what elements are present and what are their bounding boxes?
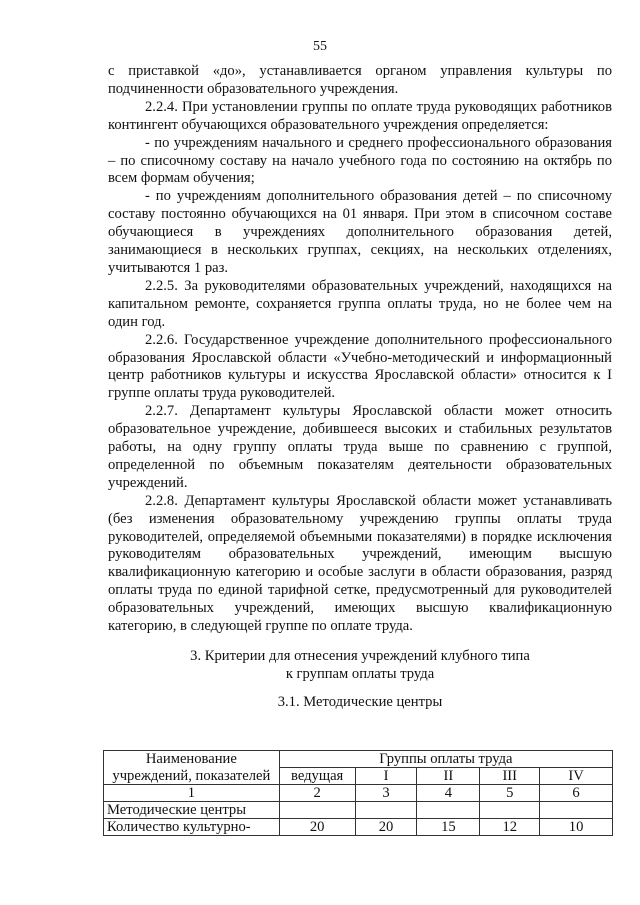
numbering-cell: 5 <box>480 785 540 802</box>
row-value: 20 <box>355 819 417 836</box>
row-value: 10 <box>540 819 613 836</box>
paragraph: 2.2.8. Департамент культуры Ярославской области может устанавливать (без изменения образовательному учреждению группы оплаты труда руководителей, определяемой объемными показателями) в порядке исключения руководителям образовательных учреждений, имеющим высшую квалификационную категорию и особые заслуги в области образования, разряд оплаты труда по единой тарифной сетке, предусмотренный для руководителей образовательных учреждений, имеющих высшую квалификационную категорию, в следующей группе по оплате труда. <box>108 492 612 635</box>
table-numbering-row <box>104 785 613 802</box>
header-cell-group: ведущая <box>279 768 355 785</box>
paragraph: 2.2.5. За руководителями образовательных учреждений, находящихся на капитальном ремонте, сохраняется группа оплаты труда, но не более чем на один год. <box>108 277 612 330</box>
row-value: 15 <box>417 819 480 836</box>
paragraph: - по учреждениям дополнительного образования детей – по списочному составу постоянно обучающихся на 01 января. При этом в списочном составе обучающиеся в учреждениях дополнительного образования детей, занимающиеся в нескольких группах, секциях, на нескольких отделениях, учитываются 1 раз. <box>108 188 612 276</box>
header-cell-group: III <box>480 768 540 785</box>
numbering-cell: 1 <box>104 785 280 802</box>
section-heading-line1: 3. Критерии для отнесения учреждений клубного типа <box>190 648 530 664</box>
numbering-cell: 4 <box>417 785 480 802</box>
row-value <box>279 802 355 819</box>
numbering-cell: 3 <box>355 785 417 802</box>
table-header-row <box>104 751 613 768</box>
row-label: Методические центры <box>104 802 280 819</box>
criteria-table <box>103 750 613 836</box>
section-subheading: 3.1. Методические центры <box>277 693 443 710</box>
numbering-cell: 2 <box>279 785 355 802</box>
numbering-cell: 6 <box>540 785 613 802</box>
paragraph: 2.2.7. Департамент культуры Ярославской области может относить образовательное учреждение, добившееся высоких и стабильных результатов работы, на одну группу оплаты труда выше по сравнению с группой, определенной по объемным показателям деятельности образовательных учреждений. <box>108 403 612 491</box>
header-cell-name-line1: Наименование <box>104 751 280 768</box>
row-label: Количество культурно- <box>104 819 280 836</box>
section-heading-line2: к группам оплаты труда <box>285 665 435 682</box>
row-value: 20 <box>279 819 355 836</box>
table-row <box>104 802 613 819</box>
paragraph: - по учреждениям начального и среднего профессионального образования – по списочному составу на начало учебного года по состоянию на октябрь по всем формам обучения; <box>108 134 612 187</box>
paragraph: 2.2.4. При установлении группы по оплате труда руководящих работников контингент обучающихся образовательного учреждения определяется: <box>108 98 612 133</box>
header-cell-group: IV <box>540 768 613 785</box>
header-cell-group: I <box>355 768 417 785</box>
body-text <box>108 63 612 712</box>
header-cell-groups: Группы оплаты труда <box>279 751 612 768</box>
row-value: 12 <box>480 819 540 836</box>
row-value <box>540 802 613 819</box>
row-value <box>355 802 417 819</box>
row-value <box>480 802 540 819</box>
paragraph: 2.2.6. Государственное учреждение дополнительного профессионального образования Ярославской области «Учебно-методический и информационный центр работников культуры и искусства Ярославской области» относится к I группе оплаты труда руководителей. <box>108 331 612 402</box>
table-row <box>104 819 613 836</box>
header-cell-name-line2: учреждений, показателей <box>104 768 280 785</box>
table-header-row <box>104 768 613 785</box>
paragraph: с приставкой «до», устанавливается органом управления культуры по подчиненности образовательного учреждения. <box>108 63 612 97</box>
row-value <box>417 802 480 819</box>
page-number: 55 <box>313 39 327 54</box>
header-cell-group: II <box>417 768 480 785</box>
